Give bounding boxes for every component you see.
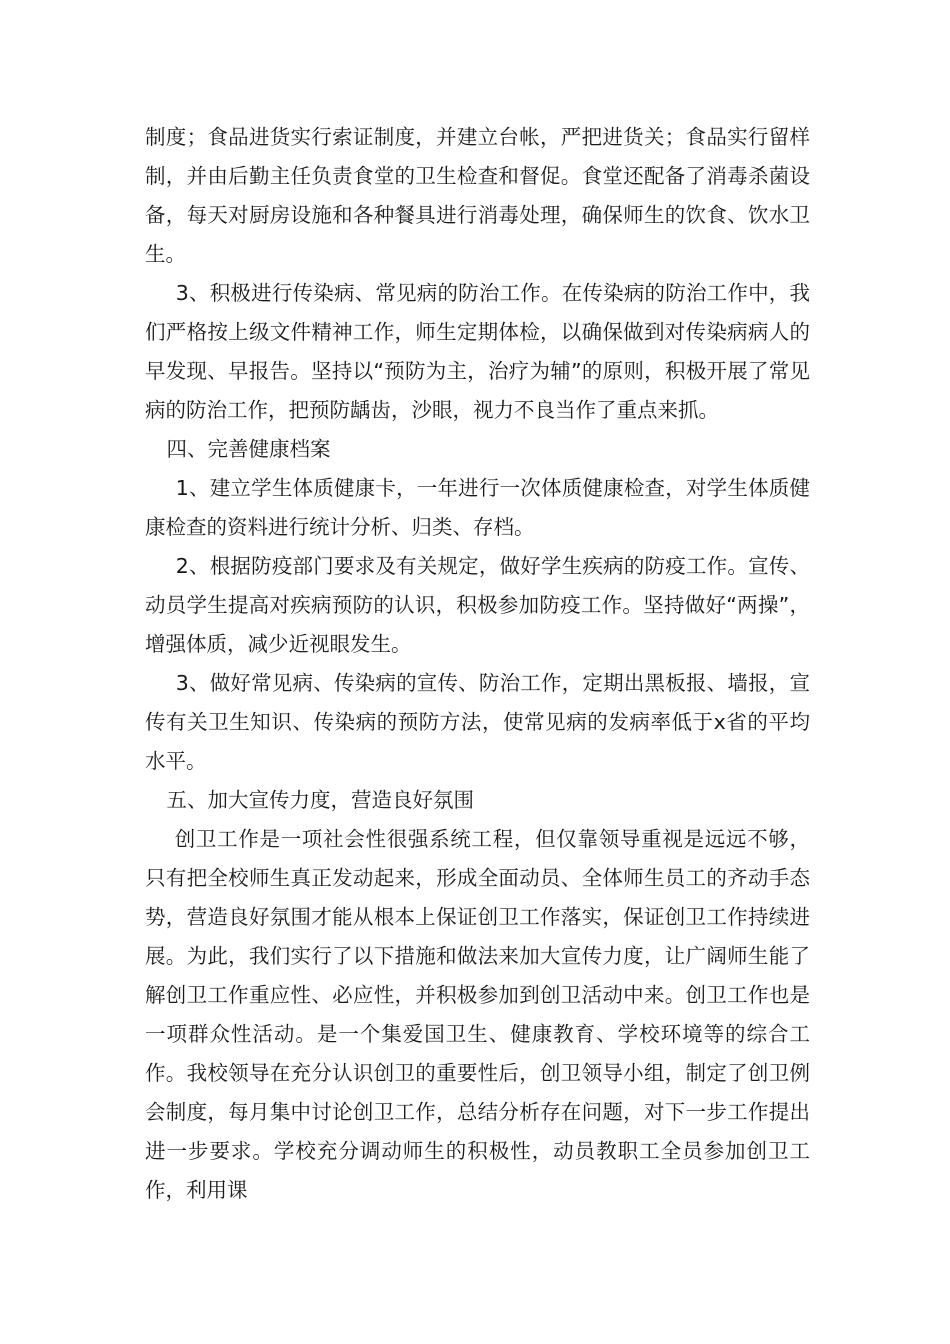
paragraph-item-epidemic-prevention: 2、根据防疫部门要求及有关规定，做好学生疾病的防疫工作。宣传、动员学生提高对疾病预防的认识，积极参加防疫工作。坚持做好“两操”，增强体质，减少近视眼发生。 xyxy=(145,554,810,656)
document-body xyxy=(145,118,810,1210)
section-heading-health-records: 四、完善健康档案 xyxy=(166,437,331,461)
section-heading-publicity: 五、加大宣传力度，营造良好氛围 xyxy=(166,788,475,812)
paragraph-item-disease-prevention: 3、积极进行传染病、常见病的防治工作。在传染病的防治工作中，我们严格按上级文件精神工作，师生定期体检，以确保做到对传染病病人的早发现、早报告。坚持以“预防为主，治疗为辅”的原则，积极开展了常见病的防治工作，把预防龋齿，沙眼，视力不良当作了重点来抓。 xyxy=(145,281,810,422)
paragraph-item-publicity: 3、做好常见病、传染病的宣传、防治工作，定期出黑板报、墙报，宣传有关卫生知识、传染病的预防方法，使常见病的发病率低于x省的平均水平。 xyxy=(145,671,810,773)
paragraph-canteen-hygiene: 制度；食品进货实行索证制度，并建立台帐，严把进货关；食品实行留样制，并由后勤主任负责食堂的卫生检查和督促。食堂还配备了消毒杀菌设备，每天对厨房设施和各种餐具进行消毒处理，确保师生的饮食、饮水卫生。 xyxy=(145,125,810,266)
paragraph-item-health-card: 1、建立学生体质健康卡，一年进行一次体质健康检查，对学生体质健康检查的资料进行统计分析、归类、存档。 xyxy=(145,476,810,539)
paragraph-body-publicity: 创卫工作是一项社会性很强系统工程，但仅靠领导重视是远远不够，只有把全校师生真正发动起来，形成全面动员、全体师生员工的齐动手态势，营造良好氛围才能从根本上保证创卫工作落实，保证创卫工作持续进展。为此，我们实行了以下措施和做法来加大宣传力度，让广阔师生能了解创卫工作重应性、必应性，并积极参加到创卫活动中来。创卫工作也是一项群众性活动。是一个集爱国卫生、健康教育、学校环境等的综合工作。我校领导在充分认识创卫的重要性后，创卫领导小组，制定了创卫例会制度，每月集中讨论创卫工作，总结分析存在问题，对下一步工作提出进一步要求。学校充分调动师生的积极性，动员教职工全员参加创卫工作，利用课 xyxy=(145,827,810,1202)
